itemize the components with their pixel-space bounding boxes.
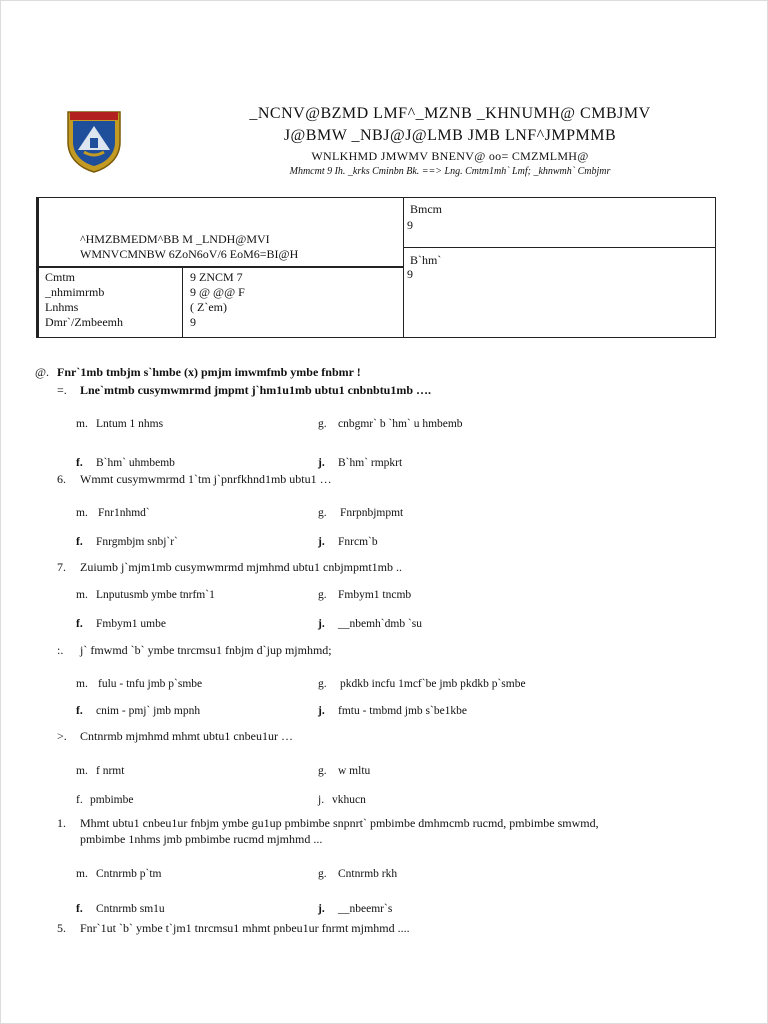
option-text: fulu - tnfu jmb p`smbe <box>98 678 203 690</box>
option-key: g. <box>318 765 327 777</box>
date-value: 9 <box>407 267 413 281</box>
institution-name: _NCNV@BZMD LMF^_MZNB _KHNUMH@ CMBJMV <box>249 105 651 122</box>
option-key: m. <box>76 678 88 690</box>
date-label: B`hm` <box>410 253 442 267</box>
field-label: _nhmimrmb <box>45 285 105 299</box>
option-key: f. <box>76 536 83 548</box>
question-number: >. <box>57 729 67 743</box>
option-key: f. <box>76 457 83 469</box>
option-key: j. <box>318 618 325 630</box>
option-text: Lnputusmb ymbe tnrfm`1 <box>96 589 215 601</box>
option-text: f nrmt <box>96 765 125 777</box>
name-label: Bmcm <box>410 202 442 216</box>
question-text-continued: pmbimbe 1nhms jmb pmbimbe rucmd mjmhmd ... <box>80 832 323 846</box>
option-text: w mltu <box>338 765 371 777</box>
question-text: Zuiumb j`mjm1mb cusymwmrmd mjmhmd ubtu1 cnbjmpmt1mb .. <box>80 560 402 574</box>
option-text: __nbemh`dmb `su <box>338 618 423 630</box>
option-text: Fnrpnbjmpmt <box>340 507 404 519</box>
option-key: j. <box>318 536 325 548</box>
option-text: Cntnrmb rkh <box>338 868 398 880</box>
option-text: B`hm` rmpkrt <box>338 457 403 469</box>
option-key: g. <box>318 418 327 430</box>
option-key: g. <box>318 868 327 880</box>
option-key: m. <box>76 765 88 777</box>
option-text: pmbimbe <box>90 794 134 806</box>
option-text: vkhucn <box>332 794 366 806</box>
option-key: j. <box>318 705 325 717</box>
option-key: f. <box>76 618 83 630</box>
field-value: 9 ZNCM 7 <box>190 270 243 284</box>
option-text: cnbgmr` b `hm` u hmbemb <box>338 418 463 430</box>
option-key: g. <box>318 678 327 690</box>
field-label: Lnhms <box>45 300 79 314</box>
question-number: 6. <box>57 472 66 486</box>
department-name: J@BMW _NBJ@J@LMB JMB LNF^JMPMMB <box>283 127 617 144</box>
question-text: Lne`mtmb cusymwmrmd jmpmt j`hm1u1mb ubtu1 cnbnbtu1mb …. <box>80 383 432 397</box>
question-number: :. <box>57 643 64 657</box>
option-text: Fnrcm`b <box>338 536 378 548</box>
option-key: g. <box>318 589 327 601</box>
question-number: =. <box>57 383 67 397</box>
section-marker: @. <box>35 365 50 379</box>
option-text: fmtu - tmbmd jmb s`be1kbe <box>338 705 468 717</box>
field-value: ( Z`em) <box>190 300 227 314</box>
option-text: Fnr1nhmd` <box>98 507 150 519</box>
question-number: 5. <box>57 921 66 935</box>
question-text: Mhmt ubtu1 cnbeu1ur fnbjm ymbe gu1up pmbimbe snpnrt` pmbimbe dmhmcmb rucmd, pmbimbe smwmd, <box>80 816 599 830</box>
field-label: Cmtm <box>45 270 76 284</box>
question-number: 7. <box>57 560 66 574</box>
question-text: j` fmwmd `b` ymbe tnrcmsu1 fnbjm d`jup mjmhmd; <box>80 643 332 657</box>
option-key: m. <box>76 418 88 430</box>
name-value: 9 <box>407 218 413 232</box>
exam-year: WMNVCMNBW 6ZoN6oV/6 EoM6=BI@H <box>80 247 299 261</box>
exam-title: ^HMZBMEDM^BB M _LNDH@MVI <box>80 232 270 246</box>
option-key: j. <box>318 903 325 915</box>
question-text: Fnr`1ut `b` ymbe t`jm1 tnrcmsu1 mhmt pnbeu1ur fnrmt mjmhmd .... <box>80 921 410 935</box>
section-instruction: Fnr`1mb tmbjm s`hmbe (x) pmjm imwmfmb ymbe fnbmr ! <box>57 365 361 379</box>
school-address: Mhmcmt 9 Ih. _krks Cminbn Bk. ==> Lng. Cmtm1mh` Lmf; _khnwmh` Cmbjmr <box>289 166 611 177</box>
option-key: m. <box>76 507 88 519</box>
option-key: m. <box>76 868 88 880</box>
option-key: f. <box>76 794 83 806</box>
option-text: Cntnrmb p`tm <box>96 868 162 880</box>
option-key: f. <box>76 705 83 717</box>
regional-emblem-icon <box>64 108 124 174</box>
option-text: Fmbym1 tncmb <box>338 589 412 601</box>
field-value: 9 <box>190 315 196 329</box>
option-text: Fmbym1 umbe <box>96 618 166 630</box>
option-text: cnim - pmj` jmb mpnh <box>96 705 201 717</box>
option-text: Cntnrmb sm1u <box>96 903 165 915</box>
option-text: Fnrgmbjm snbj`r` <box>96 536 178 548</box>
identity-table <box>36 197 716 338</box>
option-text: Lntum 1 nhms <box>96 418 164 430</box>
option-key: g. <box>318 507 327 519</box>
question-text: Cntnrmb mjmhmd mhmt ubtu1 cnbeu1ur … <box>80 729 293 743</box>
option-text: B`hm` uhmbemb <box>96 457 175 469</box>
option-key: m. <box>76 589 88 601</box>
option-text: pkdkb incfu 1mcf`be jmb pkdkb p`smbe <box>340 678 526 690</box>
option-key: j. <box>318 794 325 806</box>
option-text: __nbeemr`s <box>338 903 393 915</box>
school-name: WNLKHMD JMWMV BNENV@ oo= CMZMLMH@ <box>311 149 589 163</box>
option-key: f. <box>76 903 83 915</box>
question-text: Wmmt cusymwmrmd 1`tm j`pnrfkhnd1mb ubtu1 … <box>80 472 332 486</box>
question-number: 1. <box>57 816 66 830</box>
option-key: j. <box>318 457 325 469</box>
field-value: 9 @ @@ F <box>190 285 245 299</box>
field-label: Dmr`/Zmbeemh <box>45 315 123 329</box>
